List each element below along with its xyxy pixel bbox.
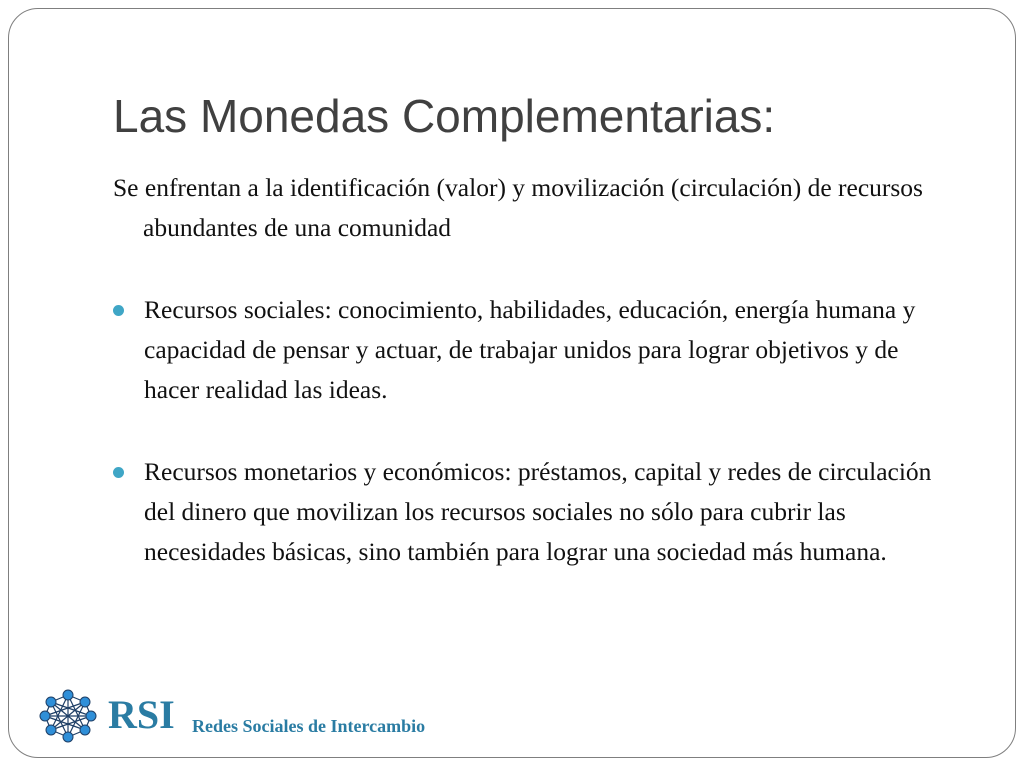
intro-paragraph: Se enfrentan a la identificación (valor) y movilización (circulación) de recursos abundantes de una comunidad <box>113 173 923 242</box>
slide-body <box>113 168 933 614</box>
logo-name: RSI <box>108 692 175 737</box>
slide-title: Las Monedas Complementarias: <box>113 90 776 142</box>
bullet-text: Recursos sociales: conocimiento, habilidades, educación, energía humana y capacidad de pensar y actuar, de trabajar unidos para lograr objetivos y de hacer realidad las ideas. <box>144 295 916 404</box>
logo-tagline: Redes Sociales de Intercambio <box>192 716 426 736</box>
bullet-item <box>113 452 933 572</box>
bullet-text: Recursos monetarios y económicos: préstamos, capital y redes de circulación del dinero que movilizan los recursos sociales no sólo para cubrir las necesidades básicas, sino también para lograr una sociedad más humana. <box>144 457 932 566</box>
rsi-logo <box>38 688 478 744</box>
bullet-item <box>113 290 933 410</box>
network-nodes-icon <box>38 688 98 744</box>
bullet-dot-icon <box>113 467 124 478</box>
bullet-dot-icon <box>113 305 124 316</box>
